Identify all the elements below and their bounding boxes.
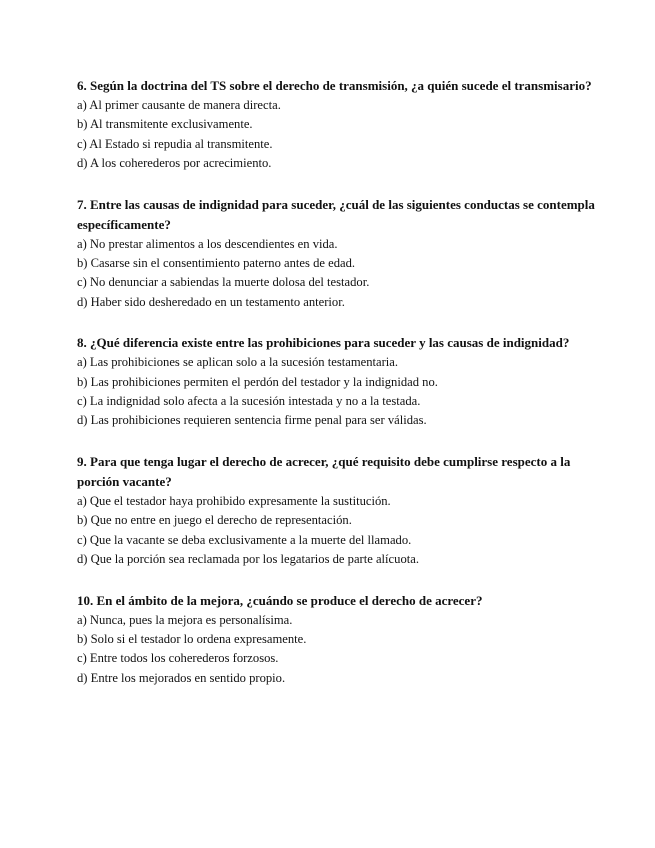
option-list — [77, 96, 595, 174]
option-d: d) Las prohibiciones requieren sentencia firme penal para ser válidas. — [77, 413, 427, 428]
option-b: b) Que no entre en juego el derecho de representación. — [77, 513, 352, 528]
question-7 — [77, 195, 595, 313]
option-b: b) Al transmitente exclusivamente. — [77, 117, 253, 132]
question-title: 9. Para que tenga lugar el derecho de acrecer, ¿qué requisito debe cumplirse respecto a la porción vacante? — [77, 453, 571, 489]
option-b: b) Solo si el testador lo ordena expresamente. — [77, 631, 307, 646]
question-10 — [77, 591, 595, 689]
option-list — [77, 611, 595, 689]
question-8 — [77, 333, 595, 431]
question-9 — [77, 452, 595, 570]
option-d: d) A los coherederos por acrecimiento. — [77, 156, 272, 171]
option-c: c) No denunciar a sabiendas la muerte dolosa del testador. — [77, 275, 370, 290]
option-list — [77, 353, 595, 431]
option-c: c) Que la vacante se deba exclusivamente a la muerte del llamado. — [77, 532, 412, 547]
question-title: 6. Según la doctrina del TS sobre el derecho de transmisión, ¿a quién sucede el transmisario? — [77, 78, 592, 93]
option-list — [77, 235, 595, 313]
option-a: a) No prestar alimentos a los descendientes en vida. — [77, 236, 338, 251]
option-a: a) Al primer causante de manera directa. — [77, 98, 281, 112]
option-a: a) Las prohibiciones se aplican solo a la sucesión testamentaria. — [77, 355, 399, 370]
option-c: c) La indignidad solo afecta a la sucesión intestada y no a la testada. — [77, 394, 421, 409]
option-c: c) Al Estado si repudia al transmitente. — [77, 136, 273, 151]
option-d: d) Entre los mejorados en sentido propio. — [77, 670, 286, 685]
option-a: a) Que el testador haya prohibido expresamente la sustitución. — [77, 493, 391, 508]
option-b: b) Casarse sin el consentimiento paterno antes de edad. — [77, 256, 356, 271]
option-a: a) Nunca, pues la mejora es personalísima. — [77, 612, 293, 627]
option-c: c) Entre todos los coherederos forzosos. — [77, 651, 279, 666]
option-b: b) Las prohibiciones permiten el perdón del testador y la indignidad no. — [77, 374, 438, 389]
option-d: d) Haber sido desheredado en un testamento anterior. — [77, 294, 345, 309]
option-list — [77, 492, 595, 570]
question-title: 10. En el ámbito de la mejora, ¿cuándo se produce el derecho de acrecer? — [77, 592, 483, 608]
question-title: 8. ¿Qué diferencia existe entre las prohibiciones para suceder y las causas de indignidad? — [77, 335, 570, 351]
option-d: d) Que la porción sea reclamada por los legatarios de parte alícuota. — [77, 552, 419, 567]
question-6 — [77, 76, 595, 174]
question-title: 7. Entre las causas de indignidad para suceder, ¿cuál de las siguientes conductas se contempla específicamente? — [77, 196, 595, 232]
